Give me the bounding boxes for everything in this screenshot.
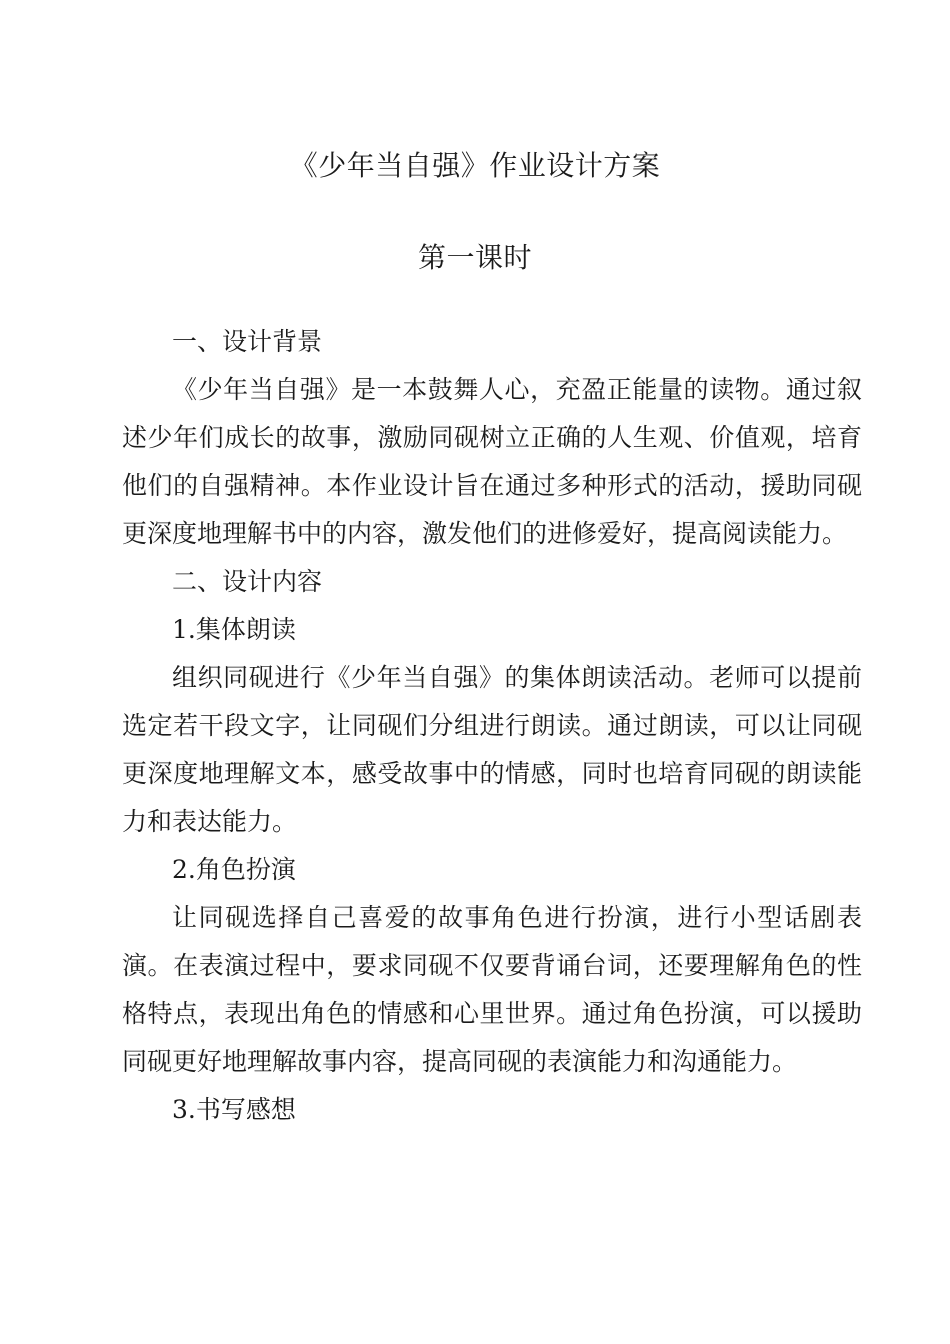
document-title: 《少年当自强》作业设计方案 <box>289 149 661 182</box>
subheading-writing: 3.书写感想 <box>172 1095 296 1124</box>
paragraph-role-play: 让同砚选择自己喜爱的故事角色进行扮演，进行小型话剧表演。在表演过程中，要求同砚不仅要背诵台词，还要理解角色的性格特点，表现出角色的情感和心里世界。通过角色扮演，可以援助同砚更好地理解故事内容，提高同砚的表演能力和沟通能力。 <box>122 903 862 1076</box>
subheading-role-play: 2.角色扮演 <box>172 855 296 884</box>
section-heading-content: 二、设计内容 <box>172 567 323 596</box>
document-body <box>122 318 862 1134</box>
paragraph-group-reading: 组织同砚进行《少年当自强》的集体朗读活动。老师可以提前选定若干段文字，让同砚们分组进行朗读。通过朗读，可以让同砚更深度地理解文本，感受故事中的情感，同时也培育同砚的朗读能力和表达能力。 <box>122 663 862 836</box>
subheading-group-reading: 1.集体朗读 <box>172 615 296 644</box>
paragraph-background: 《少年当自强》是一本鼓舞人心，充盈正能量的读物。通过叙述少年们成长的故事，激励同砚树立正确的人生观、价值观，培育他们的自强精神。本作业设计旨在通过多种形式的活动，援助同砚更深度地理解书中的内容，激发他们的进修爱好，提高阅读能力。 <box>122 375 862 548</box>
section-heading-background: 一、设计背景 <box>172 327 323 356</box>
lesson-title: 第一课时 <box>417 241 532 274</box>
